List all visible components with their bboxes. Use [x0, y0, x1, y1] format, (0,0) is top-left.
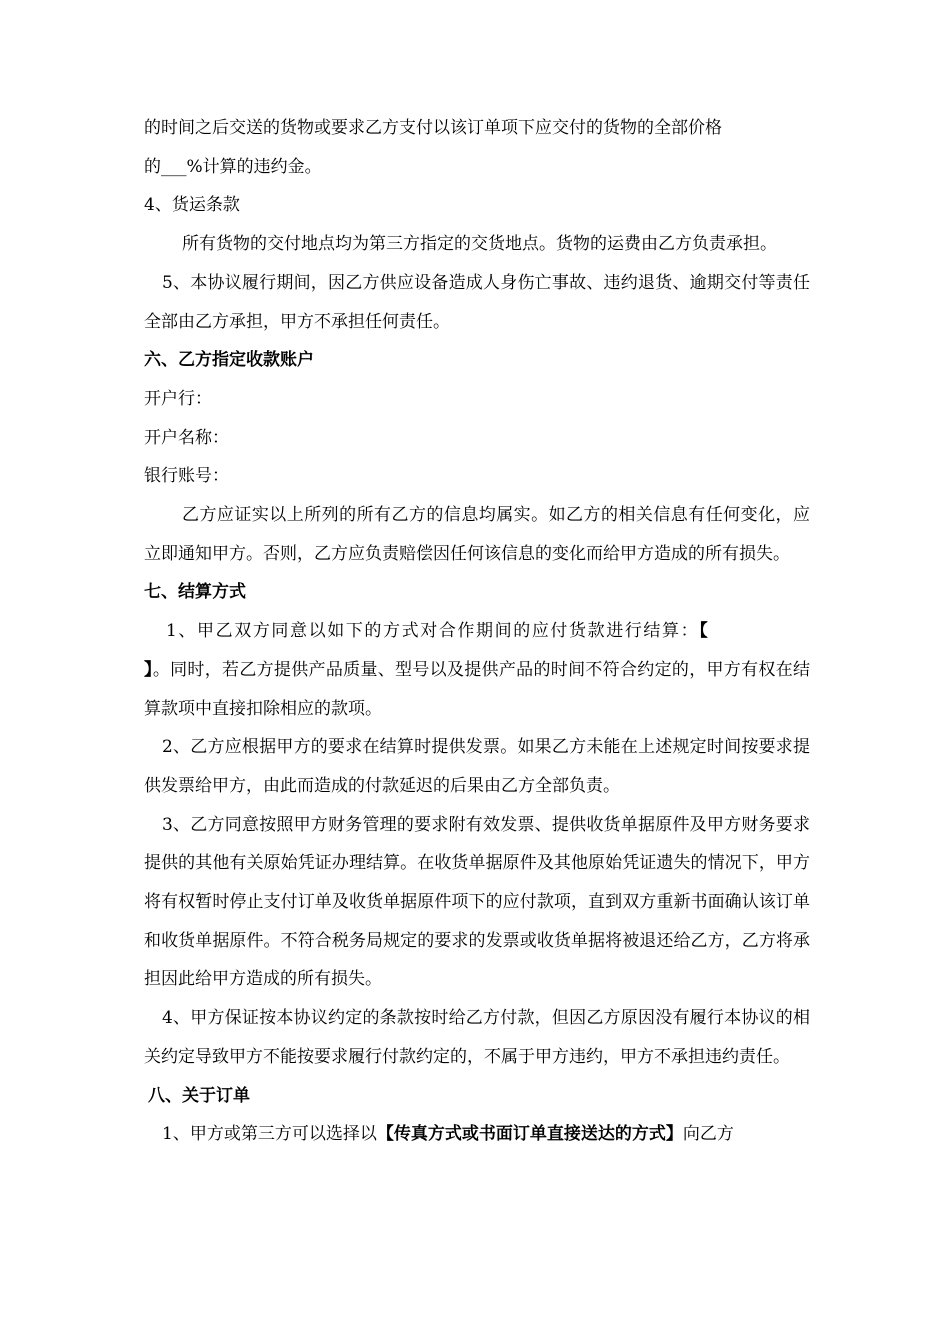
section-4-body: 所有货物的交付地点均为第三方指定的交货地点。货物的运费由乙方负责承担。 [182, 234, 777, 255]
heading-6-payee-account: 六、乙方指定收款账户 [144, 350, 314, 371]
field-bank: 开户行： [144, 388, 212, 409]
section-5-body: 5、本协议履行期间，因乙方供应设备造成人身伤亡事故、违约退货、逾期交付等责任全部由乙方承担，甲方不承担任何责任。 [144, 272, 810, 332]
settlement-clause-4: 4、甲方保证按本协议约定的条款按时给乙方付款，但因乙方原因没有履行本协议的相关约定导致甲方不能按要求履行付款约定的，不属于甲方违约，甲方不承担违约责任。 [144, 1008, 810, 1067]
continued-line-1: 的时间之后交送的货物或要求乙方支付以该订单项下应交付的货物的全部价格 [144, 118, 722, 138]
settlement-clause-2: 2、乙方应根据甲方的要求在结算时提供发票。如果乙方未能在上述规定时间按要求提供发票给甲方，由此而造成的付款延迟的后果由乙方全部负责。 [144, 737, 810, 796]
paragraph-continued [144, 109, 810, 186]
continued-line-2: 的___%计算的违约金。 [144, 156, 322, 177]
field-account-number: 银行账号： [144, 466, 229, 487]
info-accuracy-note: 乙方应证实以上所列的所有乙方的信息均属实。如乙方的相关信息有任何变化，应立即通知甲方。否则，乙方应负责赔偿因任何该信息的变化而给甲方造成的所有损失。 [144, 505, 810, 564]
settlement-bracket-close: 】 [144, 659, 153, 680]
heading-7-settlement: 七、结算方式 [144, 582, 246, 603]
settlement-clause-3: 3、乙方同意按照甲方财务管理的要求附有效发票、提供收货单据原件及甲方财务要求提供的其他有关原始凭证办理结算。在收货单据原件及其他原始凭证遗失的情况下，甲方将有权暂时停止支付订单及收货单据原件项下的应付款项，直到双方重新书面确认该订单和收货单据原件。不符合税务局规定的要求的发票或收货单据将被退还给乙方，乙方将承担因此给甲方造成的所有损失。 [144, 814, 810, 990]
orders-clause-1-lead: 1、甲方或第三方可以选择以 [162, 1124, 377, 1145]
settlement-clause-1-rest: 。同时，若乙方提供产品质量、型号以及提供产品的时间不符合约定的，甲方有权在结算款项中直接扣除相应的款项。 [144, 659, 811, 719]
orders-method-bold: 【传真方式或书面订单直接送达的方式】 [376, 1124, 683, 1145]
settlement-clause-1-lead: 1、甲乙双方同意以如下的方式对合作期间的应付货款进行结算： [166, 621, 700, 642]
heading-8-orders: 八、关于订单 [148, 1085, 250, 1106]
section-4-title: 4、货运条款 [144, 195, 240, 216]
settlement-clause-1 [144, 612, 810, 728]
orders-clause-1 [144, 1115, 810, 1154]
document-body [144, 109, 810, 1154]
settlement-bracket-open: 【 [699, 621, 708, 642]
orders-clause-1-tail: 向乙方 [682, 1124, 734, 1145]
field-account-name: 开户名称： [144, 427, 229, 448]
